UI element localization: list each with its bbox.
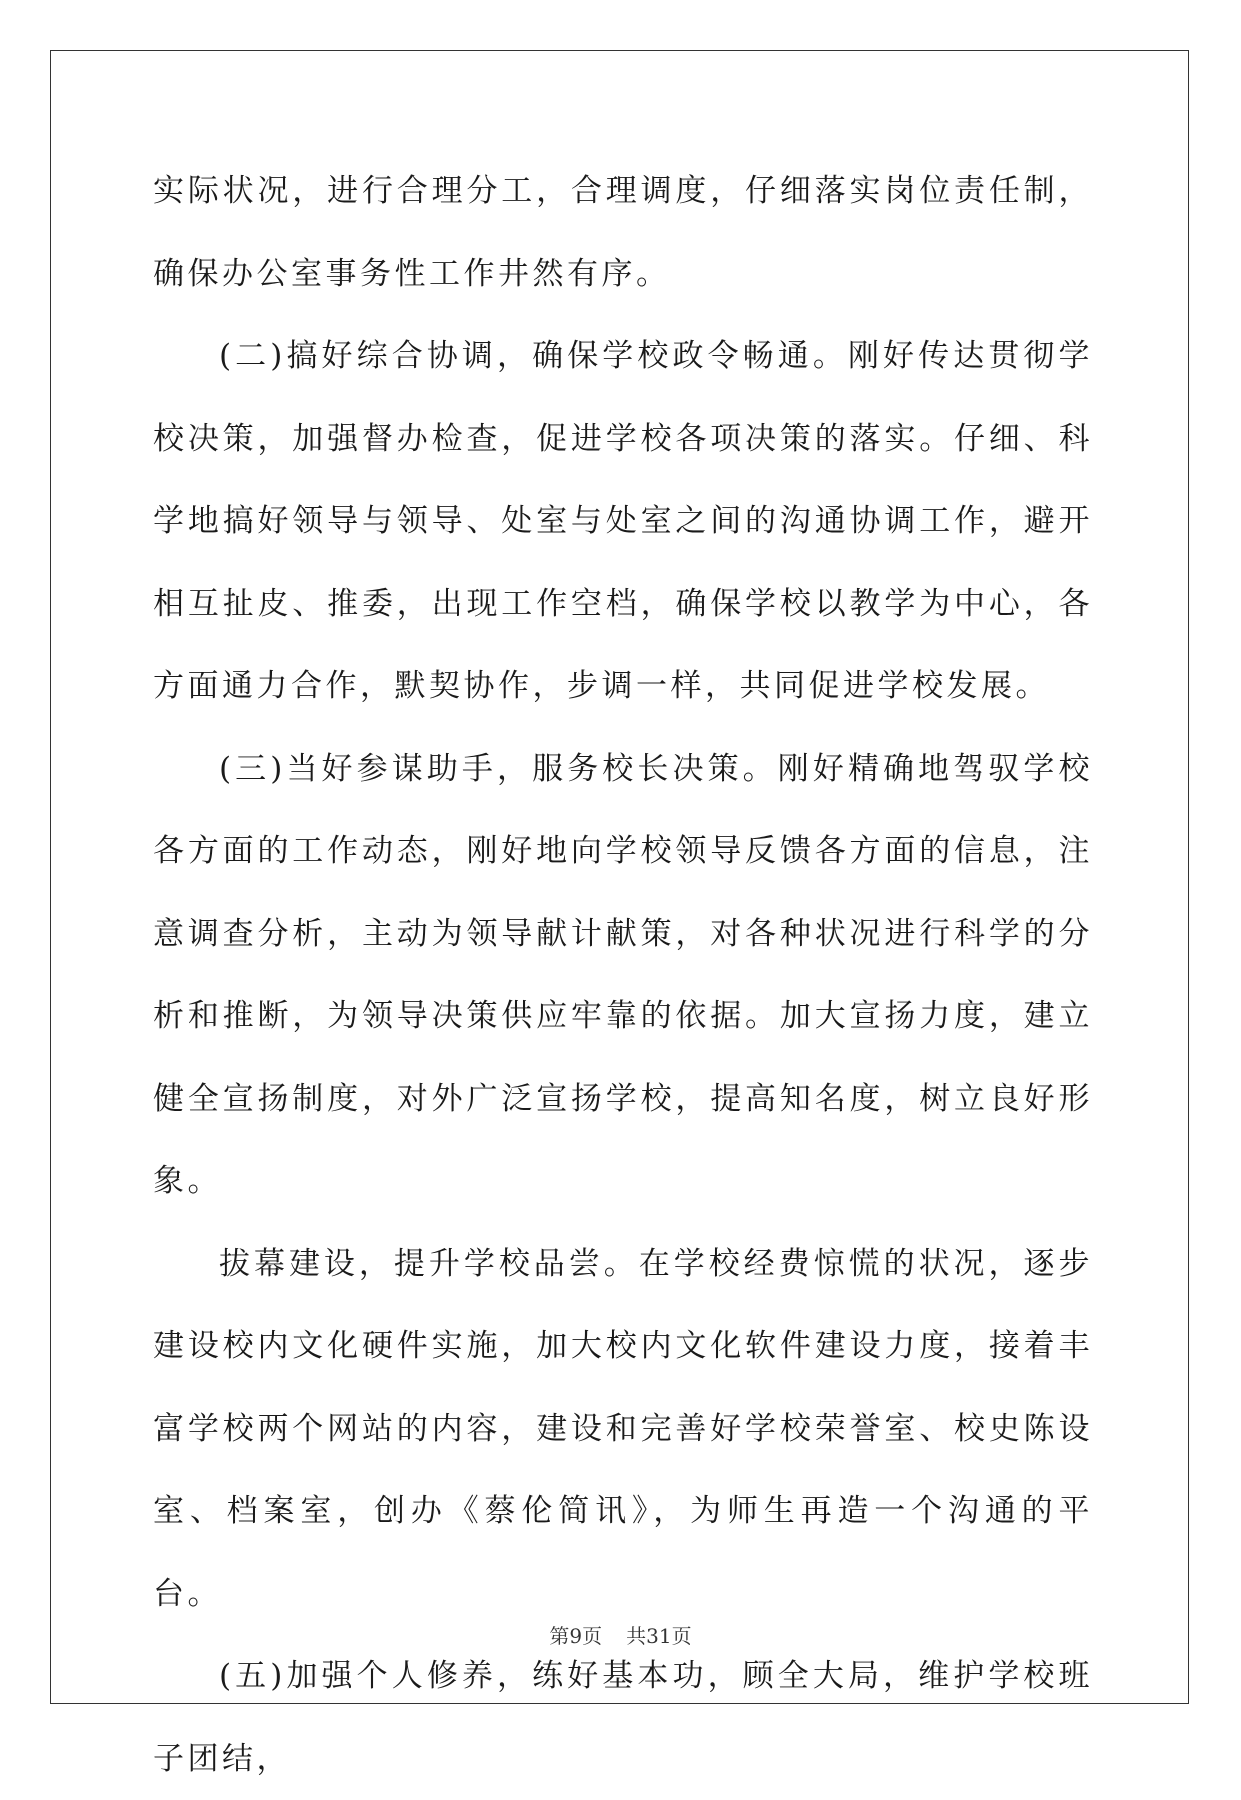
paragraph-3: (三)当好参谋助手，服务校长决策。刚好精确地驾驭学校各方面的工作动态，刚好地向学校领导反馈各方面的信息，注意调查分析，主动为领导献计献策，对各种状况进行科学的分析和推断，为领导决策供应牢靠的依据。加大宣扬力度，建立健全宣扬制度，对外广泛宣扬学校，提高知名度，树立良好形象。 — [153, 750, 1093, 1199]
paragraph-4: 拔幕建设，提升学校品尝。在学校经费惊慌的状况，逐步建设校内文化硬件实施，加大校内文化软件建设力度，接着丰富学校两个网站的内容，建设和完善好学校荣誉室、校史陈设室、档案室，创办《蔡伦简讯》，为师生再造一个沟通的平台。 — [153, 1245, 1093, 1612]
page-number: 第9页 — [549, 1624, 603, 1648]
document-body — [153, 150, 1093, 1800]
total-pages: 共31页 — [626, 1624, 692, 1648]
paragraph-5: (五)加强个人修养，练好基本功，顾全大局，维护学校班子团结， — [153, 1658, 1093, 1777]
paragraph-2: (二)搞好综合协调，确保学校政令畅通。刚好传达贯彻学校决策，加强督办检查，促进学校各项决策的落实。仔细、科学地搞好领导与领导、处室与处室之间的沟通协调工作，避开相互扯皮、推委，出现工作空档，确保学校以教学为中心，各方面通力合作，默契协作，步调一样，共同促进学校发展。 — [153, 338, 1093, 704]
paragraph-1: 实际状况，进行合理分工，合理调度，仔细落实岗位责任制，确保办公室事务性工作井然有序。 — [153, 173, 1093, 292]
page-footer — [0, 1620, 1241, 1649]
